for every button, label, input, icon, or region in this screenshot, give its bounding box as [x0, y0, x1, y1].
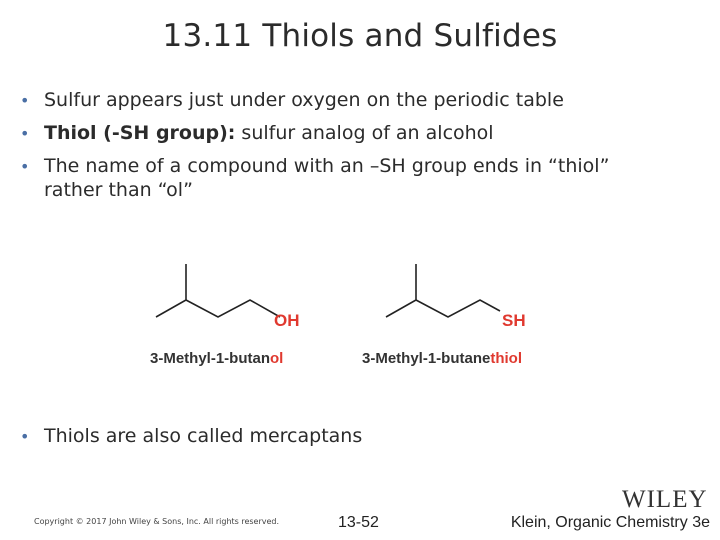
- bullet-item: [20, 150, 700, 204]
- butanol-name: [150, 350, 283, 367]
- bullet-text: The name of a compound with an –SH group ends in “thiol”: [44, 155, 610, 177]
- thiol-group-label: SH: [502, 311, 526, 330]
- bullet-text: Thiols are also called mercaptans: [44, 425, 363, 447]
- bullet-dot-icon: •: [20, 124, 30, 143]
- molecule-butanethiol: [372, 258, 552, 338]
- slide-title: 13.11 Thiols and Sulfides: [162, 18, 558, 54]
- name-text: 3-Methyl-1-butane: [362, 350, 491, 367]
- page-number: 13-52: [338, 514, 379, 531]
- bottom-bullet-list: [20, 420, 700, 453]
- butanethiol-structure-diagram: [372, 258, 552, 338]
- molecule-butanol: [140, 258, 320, 338]
- bullet-item: [20, 117, 700, 150]
- name-suffix: ol: [270, 350, 284, 367]
- bullet-item: [20, 420, 700, 453]
- butanethiol-name: [362, 350, 522, 367]
- name-suffix: thiol: [490, 350, 522, 367]
- wiley-logo: WILEY: [622, 486, 708, 513]
- bullet-continuation-text: rather than “ol”: [44, 179, 193, 201]
- bullet-text: Sulfur appears just under oxygen on the periodic table: [44, 89, 564, 111]
- bullet-bold-text: Thiol (-SH group):: [44, 122, 236, 144]
- bullet-dot-icon: •: [20, 427, 30, 446]
- hydroxyl-group-label: OH: [274, 311, 300, 330]
- bullet-item: [20, 84, 700, 117]
- copyright-notice: Copyright © 2017 John Wiley & Sons, Inc. All rights reserved.: [34, 517, 280, 526]
- bullet-text: sulfur analog of an alcohol: [235, 122, 494, 144]
- name-text: 3-Methyl-1-butan: [150, 350, 270, 367]
- bullet-dot-icon: •: [20, 91, 30, 110]
- bullet-dot-icon: •: [20, 157, 30, 176]
- bullet-list: [20, 84, 700, 204]
- textbook-credit: Klein, Organic Chemistry 3e: [510, 514, 710, 531]
- butanol-structure-diagram: [140, 258, 320, 338]
